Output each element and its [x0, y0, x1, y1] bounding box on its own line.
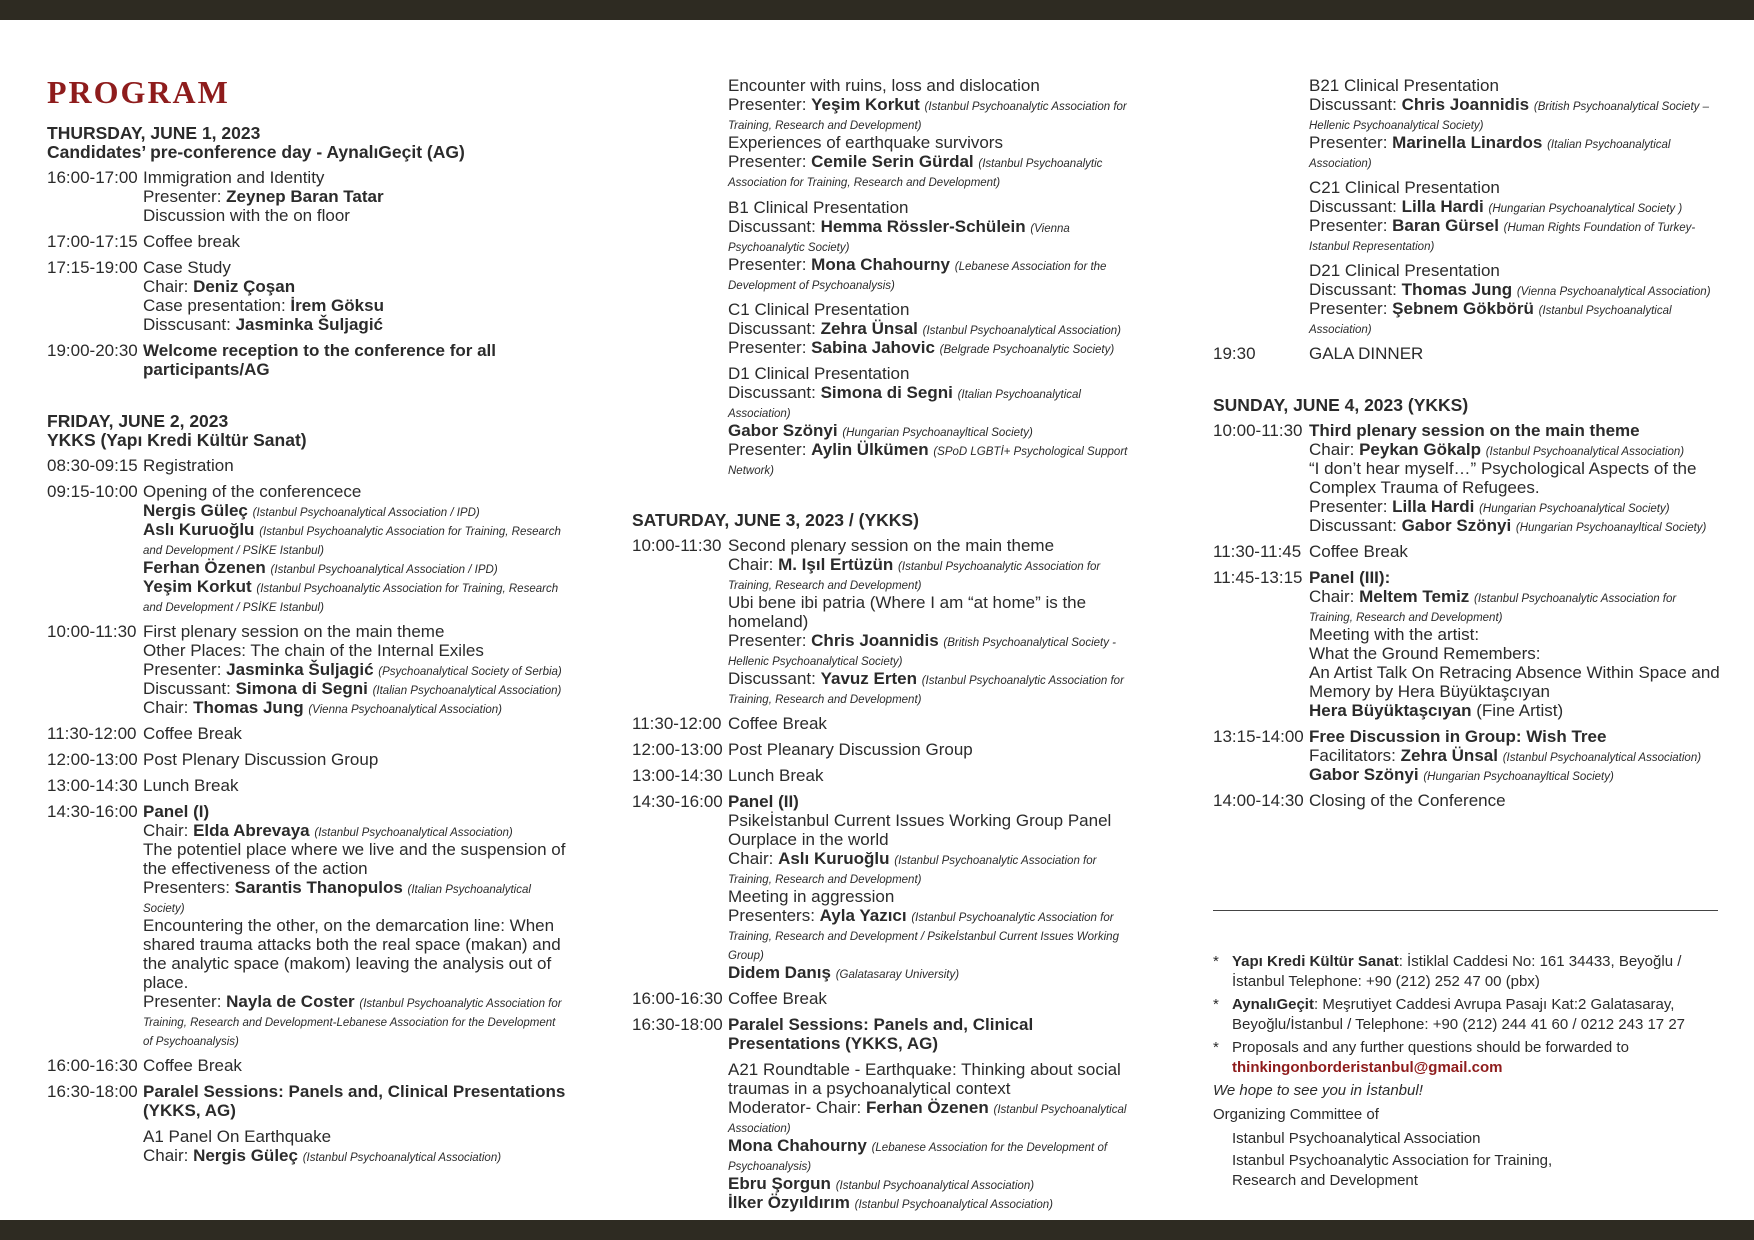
session-title: C21 Clinical Presentation: [1309, 178, 1500, 197]
affiliation: (British Psychoanalytical Society - Hellenic Psychoanalytical Society): [728, 637, 1116, 668]
day-heading-thursday: THURSDAY, JUNE 1, 2023: [47, 123, 261, 143]
session-time: 10:00-11:30: [47, 622, 137, 641]
affiliation: (Hungarian Psychoanayltical Society): [842, 427, 1033, 439]
session-time: 13:15-14:00: [1213, 727, 1304, 746]
affiliation: (Italian Psychoanalytical Society): [143, 884, 531, 915]
affiliation: (Istanbul Psychoanalytic Association for Training, Research and Development / PSİKE Istanbul): [143, 583, 559, 614]
person-name: Peykan Gökalp: [1359, 440, 1481, 459]
role-label: Discussant:: [728, 217, 821, 236]
session-title: A1 Panel On Earthquake: [143, 1127, 332, 1146]
role-label: Presenters:: [143, 878, 235, 897]
parallel-session: [632, 364, 1142, 478]
affiliation: (Istanbul Psychoanalytical Association): [854, 1199, 1053, 1211]
role-label: Chair:: [728, 849, 779, 868]
affiliation: (Istanbul Psychoanalytic Association for Training, Research and Development): [728, 101, 1127, 132]
note-item: [1213, 1038, 1733, 1078]
session-row: [47, 1056, 567, 1075]
session-title: Coffee Break: [728, 714, 827, 733]
person-name: Yeşim Korkut: [811, 95, 920, 114]
session-title: Third plenary session on the main theme: [1309, 421, 1640, 440]
person-name: Elda Abrevaya: [193, 821, 310, 840]
session-time: 10:00-11:30: [1213, 421, 1303, 440]
parallel-session: [632, 198, 1142, 293]
person-name: Chris Joannidis: [1401, 95, 1530, 114]
session-title: Welcome reception to the conference for all participants/AG: [143, 341, 496, 379]
session-time: 11:30-11:45: [1213, 542, 1302, 561]
person-name: Lilla Hardi: [1401, 197, 1484, 216]
session-title: Coffee Break: [143, 724, 242, 743]
day-heading-friday: FRIDAY, JUNE 2, 2023: [47, 411, 229, 431]
session-title: D1 Clinical Presentation: [728, 364, 910, 383]
session-title: Lunch Break: [143, 776, 239, 795]
venue-notes: [1213, 952, 1733, 1191]
asterisk: *: [1213, 1039, 1219, 1056]
session-title: Registration: [143, 456, 234, 475]
role-label: Presenter:: [1309, 133, 1393, 152]
session-title: Coffee Break: [1309, 542, 1408, 561]
session-row: [47, 258, 567, 334]
affiliation: (Italian Psychoanalytical Association): [728, 389, 1081, 420]
day-heading-sunday: SUNDAY, JUNE 4, 2023 (YKKS): [1213, 395, 1469, 415]
day-subheading-friday: YKKS (Yapı Kredi Kültür Sanat): [47, 430, 307, 450]
affiliation: (Vienna Psychoanalytical Association): [1516, 286, 1711, 298]
role-label: Presenter:: [728, 631, 812, 650]
affiliation: (Istanbul Psychoanalytical Association): [1502, 752, 1702, 764]
session-row: [632, 989, 1142, 1008]
person-name: Gabor Szönyi: [728, 421, 838, 440]
parallel-session: [632, 76, 1142, 190]
affiliation: (Istanbul Psychoanalytic Association for Training, Research and Development): [728, 855, 1097, 886]
person-name: İlker Özyıldırım: [728, 1193, 850, 1212]
session-row: [47, 750, 567, 769]
session-content: [143, 482, 567, 615]
affiliation: (Istanbul Psychoanalytical Association): [314, 827, 513, 839]
role-label: Presenter:: [728, 440, 812, 459]
session-row: [47, 1082, 567, 1120]
talk-title: Ourplace in the world: [728, 830, 889, 849]
session-row: [632, 1015, 1142, 1053]
role-label: Chair:: [728, 555, 779, 574]
session-title: Paralel Sessions: Panels and, Clinical Presentations (YKKS, AG): [728, 1015, 1034, 1053]
person-name: Thomas Jung: [193, 698, 304, 717]
person-name: Şebnem Gökbörü: [1392, 299, 1534, 318]
session-title: Panel (II): [728, 792, 799, 811]
session-title: Opening of the conferencece: [143, 482, 362, 501]
session-row: [1213, 727, 1723, 784]
parallel-session: [1213, 76, 1723, 171]
talk-title: What the Ground Remembers:: [1309, 644, 1541, 663]
role-label: Presenter:: [728, 338, 812, 357]
asterisk: *: [1213, 953, 1219, 970]
affiliation: (Hungarian Psychoanayltical Society): [1515, 522, 1707, 534]
affiliation: (Istanbul Psychoanalytic Association for Training, Research and Development / PSİKE Istanbul): [143, 526, 561, 557]
affiliation: (Human Rights Foundation of Turkey-Istanbul Representation): [1309, 222, 1696, 253]
session-time: 19:30: [1213, 344, 1256, 363]
session-time: 14:00-14:30: [1213, 791, 1304, 810]
session-row: [632, 536, 1142, 707]
session-title: Panel (I): [143, 802, 210, 821]
session-title: Closing of the Conference: [1309, 791, 1506, 810]
session-time: 16:00-16:30: [632, 989, 723, 1008]
affiliation: (Hungarian Psychoanalytical Society ): [1488, 203, 1683, 215]
day-heading-saturday: SATURDAY, JUNE 3, 2023 / (YKKS): [632, 510, 919, 530]
day-subheading-thursday: Candidates’ pre-conference day - AynalıGeçit (AG): [47, 142, 465, 162]
role-label: Discussant:: [1309, 516, 1402, 535]
role-label: Presenter:: [143, 187, 227, 206]
role-label: Presenter:: [143, 660, 227, 679]
talk-title: Encountering the other, on the demarcation line: When shared trauma attacks both the real space (makan) and the analytic space (makom) leaving the analysis out of place.: [143, 916, 561, 992]
session-title: Immigration and Identity: [143, 168, 325, 187]
affiliation: (Istanbul Psychoanalytical Association / IPD): [270, 564, 498, 576]
column-2: [632, 76, 1142, 1219]
person-name: Hemma Rössler-Schülein: [820, 217, 1026, 236]
column-1: [47, 72, 567, 1172]
divider: [1213, 910, 1718, 911]
talk-title: Ubi bene ibi patria (Where I am “at home” is the homeland): [728, 593, 1087, 631]
role-label: Discussant:: [1309, 197, 1402, 216]
affiliation: (Istanbul Psychoanalytic Association for Training, Research and Development): [728, 675, 1124, 706]
person-name: M. Işıl Ertüzün: [778, 555, 894, 574]
session-time: 19:00-20:30: [47, 341, 138, 360]
session-time: 11:45-13:15: [1213, 568, 1303, 587]
affiliation: (Istanbul Psychoanalytical Association): [302, 1152, 502, 1164]
role-label: Discussant:: [1309, 280, 1402, 299]
top-bar: [0, 0, 1754, 20]
affiliation: (Galatasaray University): [835, 969, 960, 981]
session-time: 11:30-12:00: [632, 714, 722, 733]
person-name: İrem Göksu: [290, 296, 384, 315]
session-title: Post Plenary Discussion Group: [143, 750, 379, 769]
session-content: [143, 622, 567, 717]
session-title: B1 Clinical Presentation: [728, 198, 909, 217]
person-name: Simona di Segni: [235, 679, 368, 698]
person-name: Zeynep Baran Tatar: [226, 187, 384, 206]
affiliation: (Lebanese Association for the Development of Psychoanalysis): [728, 261, 1107, 292]
person-name: Baran Gürsel: [1392, 216, 1499, 235]
session-title: Coffee Break: [143, 1056, 242, 1075]
session-title: B21 Clinical Presentation: [1309, 76, 1499, 95]
session-title: Lunch Break: [728, 766, 824, 785]
role-label: Chair:: [143, 277, 194, 296]
role-label: Presenter:: [728, 152, 812, 171]
affiliation: (Istanbul Psychoanalytical Association): [922, 325, 1122, 337]
affiliation: (Istanbul Psychoanalytical Association): [835, 1180, 1035, 1192]
person-name: Zehra Ünsal: [1400, 746, 1498, 765]
session-content: [1309, 727, 1723, 784]
talk-title: Psikeİstanbul Current Issues Working Group Panel: [728, 811, 1112, 830]
parallel-session: [1213, 178, 1723, 254]
note-item: [1213, 995, 1733, 1035]
affiliation: (British Psychoanalytical Society – Hellenic Psychoanalytical Society): [1309, 101, 1709, 132]
session-title: Coffee break: [143, 232, 241, 251]
venue-address: : Meşrutiyet Caddesi Avrupa Pasajı Kat:2 Galatasaray, Beyoğlu/İstanbul / Telephone: +90 (212) 244 41 60 / 0212 243 17 27: [1232, 996, 1686, 1033]
talk-title: Experiences of earthquake survivors: [728, 133, 1003, 152]
session-content: [728, 792, 1142, 982]
committee-org: Istanbul Psychoanalytical Association: [1232, 1130, 1481, 1147]
person-name: Simona di Segni: [820, 383, 953, 402]
session-content: [1309, 421, 1723, 535]
closing-line: We hope to see you in İstanbul!: [1213, 1082, 1423, 1099]
person-name: Lilla Hardi: [1392, 497, 1475, 516]
session-title: Panel (III):: [1309, 568, 1391, 587]
talk-title: Encounter with ruins, loss and dislocation: [728, 76, 1040, 95]
session-time: 16:00-16:30: [47, 1056, 138, 1075]
person-name: Sarantis Thanopulos: [234, 878, 403, 897]
affiliation: (Fine Artist): [1476, 701, 1564, 720]
committee-label: Organizing Committee of: [1213, 1106, 1379, 1123]
talk-title: Other Places: The chain of the Internal Exiles: [143, 641, 484, 660]
affiliation: (Hungarian Psychoanayltical Society): [1423, 771, 1614, 783]
email-link[interactable]: thinkingonborderistanbul@gmail.com: [1232, 1059, 1503, 1076]
person-name: Marinella Linardos: [1392, 133, 1543, 152]
session-row: [1213, 791, 1723, 810]
affiliation: (Italian Psychoanalytical Association): [1309, 139, 1671, 170]
session-row: [632, 792, 1142, 982]
session-title: Post Pleanary Discussion Group: [728, 740, 973, 759]
role-label: Discussant:: [143, 679, 236, 698]
role-label: Moderator- Chair:: [728, 1098, 866, 1117]
affiliation: (Psychoanalytical Society of Serbia): [378, 666, 562, 678]
role-label: Facilitators:: [1309, 746, 1401, 765]
page-title: PROGRAM: [47, 74, 230, 110]
session-row: [47, 776, 567, 795]
session-title: Coffee Break: [728, 989, 827, 1008]
affiliation: (Istanbul Psychoanalytic Association for Training, Research and Development / Psikeİstanbul Current Issues Working Group): [728, 912, 1119, 962]
column-3: [1213, 76, 1723, 817]
affiliation: (Istanbul Psychoanalytic Association for Training, Research and Development): [728, 158, 1103, 189]
session-title: C1 Clinical Presentation: [728, 300, 910, 319]
session-content: [143, 802, 567, 1049]
session-row: [47, 341, 567, 379]
venue-name: Yapı Kredi Kültür Sanat: [1232, 953, 1399, 970]
person-name: Mona Chahourny: [811, 255, 950, 274]
role-label: Presenter:: [1309, 216, 1393, 235]
session-row: [632, 766, 1142, 785]
session-time: 12:00-13:00: [632, 740, 723, 759]
session-time: 12:00-13:00: [47, 750, 138, 769]
session-row: [47, 622, 567, 717]
session-title: First plenary session on the main theme: [143, 622, 445, 641]
person-name: Nayla de Coster: [226, 992, 355, 1011]
role-label: Discussant:: [728, 319, 821, 338]
person-name: Didem Danış: [728, 963, 831, 982]
session-title: D21 Clinical Presentation: [1309, 261, 1500, 280]
person-name: Meltem Temiz: [1359, 587, 1470, 606]
person-name: Hera Büyüktaşcıyan: [1309, 701, 1472, 720]
parallel-session: [47, 1127, 567, 1165]
session-time: 10:00-11:30: [632, 536, 722, 555]
affiliation: (SPoD LGBTİ+ Psychological Support Network): [728, 446, 1128, 477]
person-name: Sabina Jahovic: [811, 338, 935, 357]
person-name: Deniz Çoşan: [193, 277, 296, 296]
role-label: Discussant:: [728, 383, 821, 402]
session-time: 13:00-14:30: [47, 776, 138, 795]
session-row: [1213, 344, 1723, 363]
person-name: Aslı Kuruoğlu: [778, 849, 890, 868]
person-name: Yeşim Korkut: [143, 577, 252, 596]
session-row: [632, 740, 1142, 759]
session-row: [47, 802, 567, 1049]
session-time: 16:30-18:00: [47, 1082, 138, 1101]
contact-note: Proposals and any further questions should be forwarded to: [1232, 1039, 1629, 1056]
affiliation: (Istanbul Psychoanalytic Association for Training, Research and Development-Lebanese Association for the Development of Psychoanalysis): [143, 998, 562, 1048]
session-content: [1309, 568, 1723, 720]
note-item: [1213, 952, 1733, 992]
person-name: Chris Joannidis: [811, 631, 939, 650]
affiliation: (Istanbul Psychoanalytical Association): [728, 1104, 1127, 1135]
role-label: Chair:: [1309, 587, 1360, 606]
talk-title: Meeting with the artist:: [1309, 625, 1480, 644]
venue-name: AynalıGeçit: [1232, 996, 1314, 1013]
session-time: 17:00-17:15: [47, 232, 138, 251]
talk-title: “I don’t hear myself…” Psychological Aspects of the Complex Trauma of Refugees.: [1309, 459, 1697, 497]
affiliation: (Belgrade Psychoanalytic Society): [939, 344, 1115, 356]
session-title: GALA DINNER: [1309, 344, 1424, 363]
session-row: [632, 714, 1142, 733]
person-name: Ayla Yazıcı: [819, 906, 907, 925]
person-name: Ebru Şorgun: [728, 1174, 831, 1193]
affiliation: (Lebanese Association for the Development of Psychoanalysis): [728, 1142, 1108, 1173]
person-name: Mona Chahourny: [728, 1136, 867, 1155]
role-label: Chair:: [143, 1146, 194, 1165]
role-label: Presenter:: [1309, 299, 1393, 318]
session-note: Discussion with the on floor: [143, 206, 350, 225]
person-name: Zehra Ünsal: [820, 319, 918, 338]
session-row: [47, 168, 567, 225]
affiliation: (Istanbul Psychoanalytical Association): [1309, 305, 1672, 336]
session-title: Paralel Sessions: Panels and, Clinical Presentations (YKKS, AG): [143, 1082, 566, 1120]
role-label: Chair:: [143, 821, 194, 840]
session-title: Free Discussion in Group: Wish Tree: [1309, 727, 1607, 746]
bottom-bar: [0, 1220, 1754, 1240]
person-name: Aslı Kuruoğlu: [143, 520, 255, 539]
affiliation: (Vienna Psychoanalytical Association): [308, 704, 503, 716]
person-name: Ferhan Özenen: [865, 1098, 989, 1117]
person-name: Jasminka Šuljagić: [226, 660, 374, 679]
role-label: Chair:: [143, 698, 194, 717]
parallel-session: [1213, 261, 1723, 337]
venue-address: : İstiklal Caddesi No: 161 34433, Beyoğlu / İstanbul Telephone: +90 (212) 252 47 00 (pbx): [1232, 953, 1682, 990]
affiliation: (Istanbul Psychoanalytic Association for Training, Research and Development): [1309, 593, 1677, 624]
role-label: Disscusant:: [143, 315, 236, 334]
session-row: [1213, 568, 1723, 720]
role-label: Discussant:: [1309, 95, 1402, 114]
role-label: Presenter:: [1309, 497, 1393, 516]
affiliation: (Istanbul Psychoanalytical Association): [1485, 446, 1685, 458]
person-name: Nergis Güleç: [193, 1146, 298, 1165]
role-label: Chair:: [1309, 440, 1360, 459]
session-content: [143, 168, 567, 225]
session-time: 14:30-16:00: [632, 792, 723, 811]
session-content: [728, 536, 1142, 707]
role-label: Presenters:: [728, 906, 820, 925]
session-time: 11:30-12:00: [47, 724, 137, 743]
session-row: [47, 232, 567, 251]
affiliation: (Hungarian Psychoanalytical Society): [1479, 503, 1670, 515]
session-time: 13:00-14:30: [632, 766, 723, 785]
session-time: 16:00-17:00: [47, 168, 138, 187]
talk-title: An Artist Talk On Retracing Absence Within Space and Memory by Hera Büyüktaşcıyan: [1309, 663, 1720, 701]
person-name: Yavuz Erten: [820, 669, 917, 688]
session-row: [47, 456, 567, 475]
session-title: Second plenary session on the main theme: [728, 536, 1055, 555]
role-label: Discussant:: [728, 669, 821, 688]
session-row: [1213, 542, 1723, 561]
affiliation: (Vienna Psychoanalytic Society): [728, 223, 1070, 254]
session-time: 09:15-10:00: [47, 482, 138, 501]
session-time: 17:15-19:00: [47, 258, 138, 277]
session-time: 16:30-18:00: [632, 1015, 723, 1034]
session-title: Case Study: [143, 258, 231, 277]
asterisk: *: [1213, 996, 1219, 1013]
session-content: [143, 258, 567, 334]
session-row: [47, 724, 567, 743]
session-title: A21 Roundtable - Earthquake: Thinking about social traumas in a psychoanalytical context: [728, 1060, 1121, 1098]
parallel-session: [632, 1060, 1142, 1212]
role-label: Presenter:: [143, 992, 227, 1011]
session-time: 08:30-09:15: [47, 456, 138, 475]
role-label: Presenter:: [728, 255, 812, 274]
talk-title: Meeting in aggression: [728, 887, 895, 906]
parallel-session: [632, 300, 1142, 357]
person-name: Cemile Serin Gürdal: [811, 152, 974, 171]
person-name: Gabor Szönyi: [1401, 516, 1512, 535]
person-name: Ferhan Özenen: [143, 558, 266, 577]
role-label: Case presentation:: [143, 296, 291, 315]
talk-title: The potentiel place where we live and the suspension of the effectiveness of the action: [143, 840, 566, 878]
session-row: [47, 482, 567, 615]
person-name: Aylin Ülkümen: [811, 440, 929, 459]
committee-org: Istanbul Psychoanalytic Association for Training, Research and Development: [1232, 1152, 1553, 1189]
affiliation: (Istanbul Psychoanalytical Association / IPD): [252, 507, 480, 519]
person-name: Jasminka Šuljagić: [235, 315, 383, 334]
session-row: [1213, 421, 1723, 535]
person-name: Gabor Szönyi: [1309, 765, 1419, 784]
session-time: 14:30-16:00: [47, 802, 138, 821]
person-name: Thomas Jung: [1401, 280, 1513, 299]
affiliation: (Italian Psychoanalytical Association): [372, 685, 562, 697]
affiliation: (Istanbul Psychoanalytic Association for Training, Research and Development): [728, 561, 1101, 592]
role-label: Presenter:: [728, 95, 812, 114]
person-name: Nergis Güleç: [143, 501, 248, 520]
